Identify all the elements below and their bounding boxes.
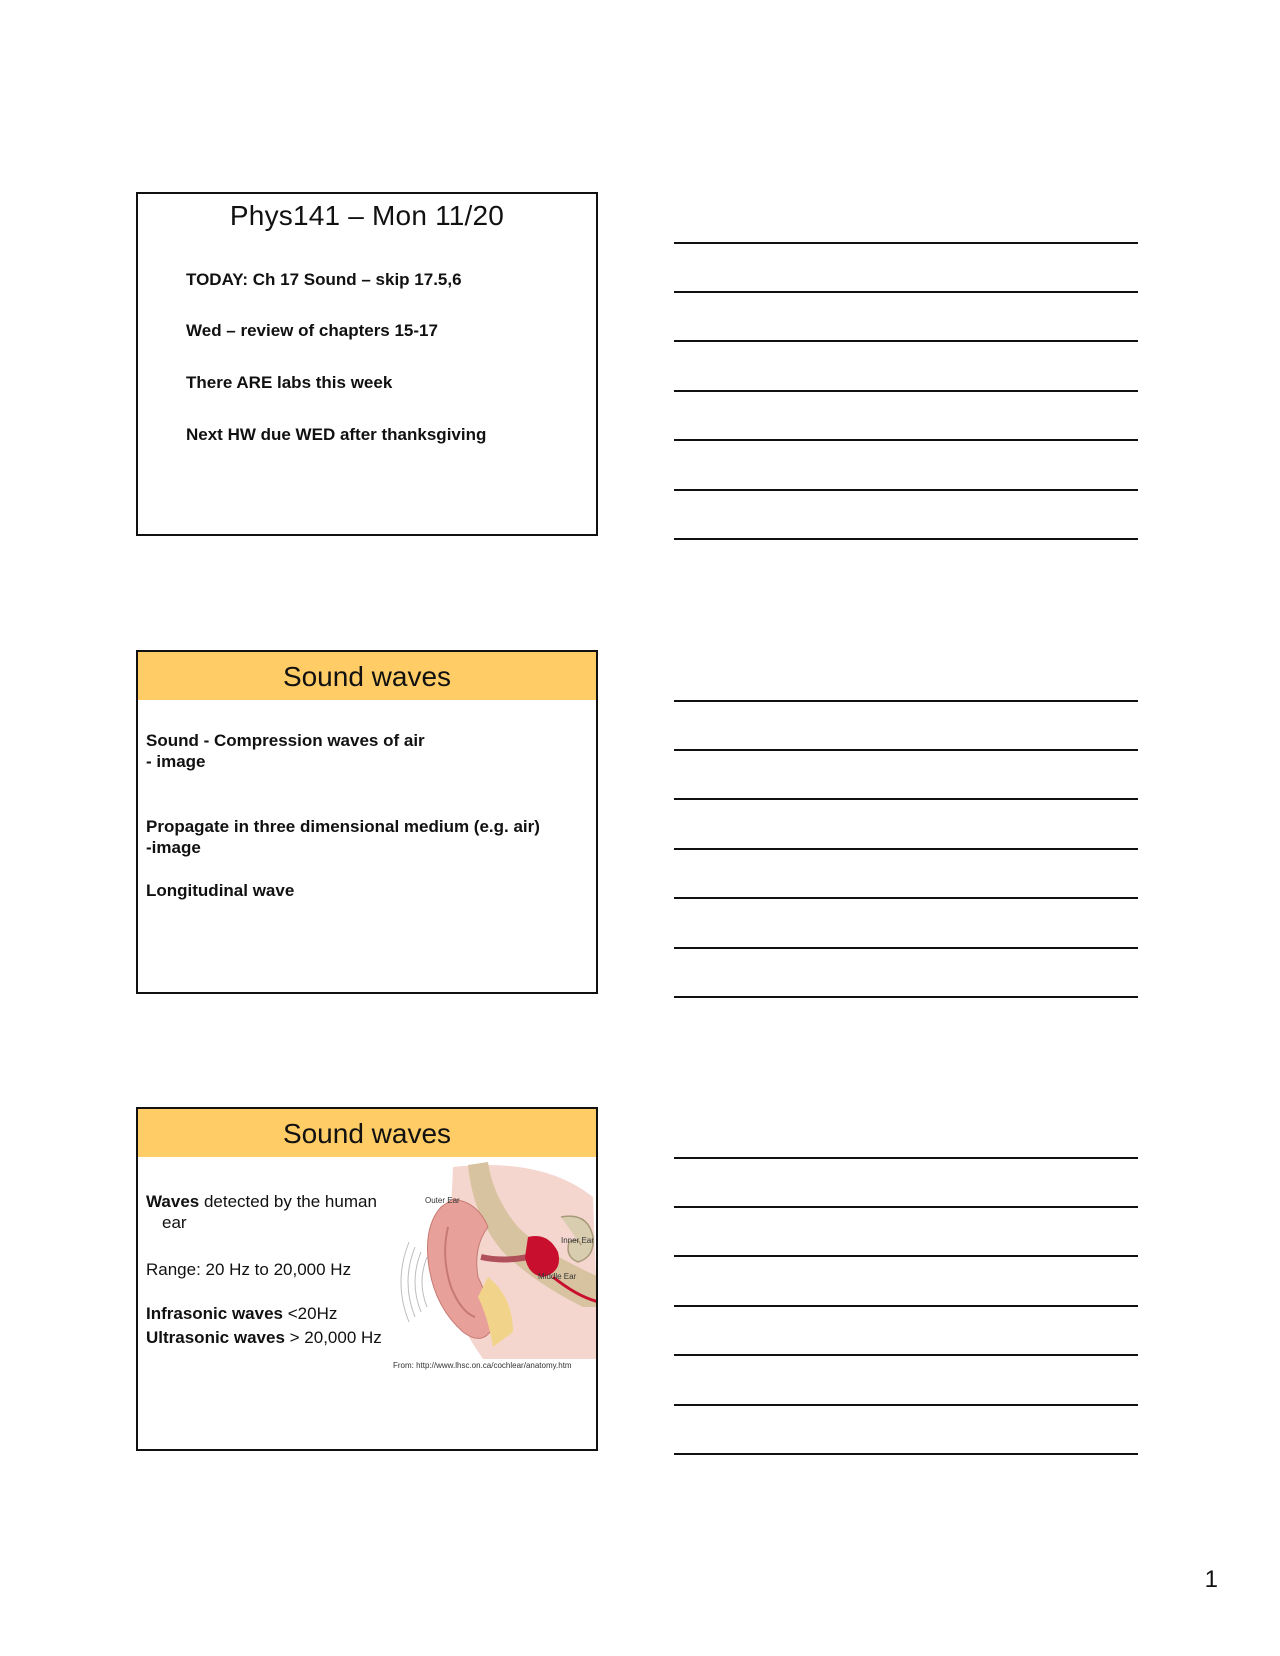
note-line	[674, 1157, 1138, 1159]
slide-3-range: Range: 20 Hz to 20,000 Hz	[146, 1260, 352, 1279]
note-line	[674, 1453, 1138, 1455]
note-line	[674, 1255, 1138, 1257]
slide-1-item-today: TODAY: Ch 17 Sound – skip 17.5,6	[186, 270, 462, 289]
slide-3-waves-bold: Waves	[146, 1192, 200, 1211]
slide-1-item-labs: There ARE labs this week	[186, 373, 393, 392]
note-line	[674, 798, 1138, 800]
slide-3-waves-rest: detected by the human	[199, 1192, 377, 1211]
note-line	[674, 749, 1138, 751]
slide-3-waves-line1	[146, 1191, 377, 1212]
note-line	[674, 947, 1138, 949]
ear-anatomy-image	[393, 1157, 598, 1359]
note-line	[674, 242, 1138, 244]
note-line	[674, 1354, 1138, 1356]
slide-2	[136, 650, 598, 994]
slide-3-ultrasonic-bold: Ultrasonic waves	[146, 1328, 285, 1347]
note-line	[674, 700, 1138, 702]
note-line	[674, 996, 1138, 998]
slide-2-title: Sound waves	[138, 652, 596, 700]
note-line	[674, 1206, 1138, 1208]
note-line	[674, 1404, 1138, 1406]
note-line	[674, 1305, 1138, 1307]
slide-3	[136, 1107, 598, 1451]
ear-image-caption: From: http://www.lhsc.on.ca/cochlear/anatomy.htm	[393, 1361, 572, 1370]
slide-1-item-hw: Next HW due WED after thanksgiving	[186, 425, 487, 444]
slide-3-ultrasonic	[146, 1327, 382, 1348]
slide-3-infrasonic-bold: Infrasonic waves	[146, 1304, 284, 1323]
note-line	[674, 538, 1138, 540]
slide-1-title: Phys141 – Mon 11/20	[229, 200, 505, 231]
note-line	[674, 439, 1138, 441]
slide-1	[136, 192, 598, 536]
label-middle-ear: Middle Ear	[538, 1272, 577, 1281]
note-line	[674, 291, 1138, 293]
slide-3-infrasonic	[146, 1303, 337, 1324]
note-line	[674, 489, 1138, 491]
label-outer-ear: Outer Ear	[425, 1196, 460, 1205]
page-number: 1	[1204, 1566, 1218, 1593]
note-line	[674, 340, 1138, 342]
ear-canal	[481, 1257, 528, 1260]
label-inner-ear: Inner Ear	[561, 1236, 594, 1245]
slide-1-item-wed: Wed – review of chapters 15-17	[186, 321, 438, 340]
slide-2-item-1-line1: Sound - Compression waves of air	[146, 731, 425, 750]
slide-2-item-2-line2: -image	[146, 838, 201, 857]
slide-2-item-2-line1: Propagate in three dimensional medium (e.g. air)	[146, 817, 540, 836]
slide-3-title: Sound waves	[138, 1109, 596, 1157]
slide-3-waves-line2: ear	[162, 1213, 187, 1232]
note-line	[674, 390, 1138, 392]
slide-3-infrasonic-rest: <20Hz	[283, 1304, 338, 1323]
slide-2-item-3: Longitudinal wave	[146, 881, 295, 900]
slide-3-ultrasonic-rest: > 20,000 Hz	[284, 1328, 382, 1347]
sound-wave-arcs	[401, 1242, 427, 1322]
slide-2-item-1-line2: - image	[146, 752, 206, 771]
note-line	[674, 848, 1138, 850]
note-line	[674, 897, 1138, 899]
